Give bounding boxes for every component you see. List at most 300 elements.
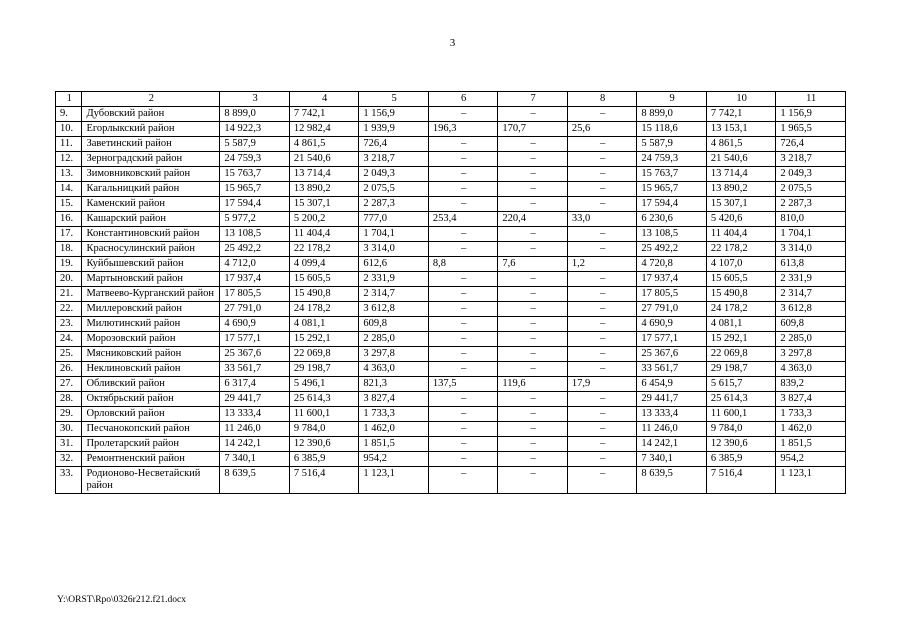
table-row [56, 152, 846, 167]
value-cell: 17,9 [567, 377, 637, 392]
value-cell: 12 982,4 [289, 122, 359, 137]
value-cell: 15 490,8 [706, 287, 776, 302]
value-cell: 13 153,1 [706, 122, 776, 137]
value-cell: 11 600,1 [706, 407, 776, 422]
value-cell: 4 861,5 [706, 137, 776, 152]
value-cell: 25 492,2 [637, 242, 707, 257]
value-cell: 1,2 [567, 257, 637, 272]
value-cell: 2 285,0 [776, 332, 846, 347]
table-row [56, 332, 846, 347]
table-row [56, 212, 846, 227]
value-cell: 4 690,9 [637, 317, 707, 332]
value-cell: 15 490,8 [289, 287, 359, 302]
value-cell: 1 156,9 [359, 107, 429, 122]
value-cell: 29 198,7 [289, 362, 359, 377]
value-cell: – [498, 437, 568, 452]
value-cell: 3 314,0 [359, 242, 429, 257]
value-cell: 810,0 [776, 212, 846, 227]
value-cell: 14 922,3 [220, 122, 290, 137]
district-name: Дубовский район [82, 107, 220, 122]
value-cell: – [567, 152, 637, 167]
value-cell: 6 454,9 [637, 377, 707, 392]
value-cell: 4 363,0 [359, 362, 429, 377]
header-cell: 4 [289, 92, 359, 107]
value-cell: 1 704,1 [776, 227, 846, 242]
value-cell: 1 851,5 [776, 437, 846, 452]
table-row [56, 122, 846, 137]
district-name: Морозовский район [82, 332, 220, 347]
value-cell: 5 977,2 [220, 212, 290, 227]
value-cell: 1 123,1 [359, 467, 429, 494]
value-cell: 5 587,9 [220, 137, 290, 152]
value-cell: – [567, 467, 637, 494]
value-cell: – [567, 407, 637, 422]
district-name: Песчанокопский район [82, 422, 220, 437]
value-cell: 4 363,0 [776, 362, 846, 377]
value-cell: – [428, 332, 498, 347]
row-number: 13. [56, 167, 82, 182]
value-cell: 954,2 [359, 452, 429, 467]
value-cell: 954,2 [776, 452, 846, 467]
row-number: 33. [56, 467, 82, 494]
table-row [56, 422, 846, 437]
value-cell: 17 805,5 [637, 287, 707, 302]
district-name: Егорлыкский район [82, 122, 220, 137]
value-cell: 24 759,3 [637, 152, 707, 167]
district-name: Ремонтненский район [82, 452, 220, 467]
district-name: Обливский район [82, 377, 220, 392]
value-cell: 1 704,1 [359, 227, 429, 242]
value-cell: 12 390,6 [706, 437, 776, 452]
value-cell: – [428, 317, 498, 332]
value-cell: 6 317,4 [220, 377, 290, 392]
value-cell: – [428, 452, 498, 467]
value-cell: – [498, 227, 568, 242]
district-name: Заветинский район [82, 137, 220, 152]
value-cell: 7,6 [498, 257, 568, 272]
value-cell: 17 594,4 [637, 197, 707, 212]
value-cell: – [498, 107, 568, 122]
value-cell: 4 712,0 [220, 257, 290, 272]
value-cell: 17 937,4 [637, 272, 707, 287]
header-cell: 8 [567, 92, 637, 107]
value-cell: – [567, 452, 637, 467]
value-cell: 1 462,0 [776, 422, 846, 437]
value-cell: 22 178,2 [289, 242, 359, 257]
value-cell: 4 690,9 [220, 317, 290, 332]
value-cell: – [498, 167, 568, 182]
value-cell: – [428, 107, 498, 122]
value-cell: 8 639,5 [637, 467, 707, 494]
value-cell: – [498, 302, 568, 317]
row-number: 20. [56, 272, 82, 287]
value-cell: 4 081,1 [706, 317, 776, 332]
header-cell: 2 [82, 92, 220, 107]
table-row [56, 302, 846, 317]
district-name: Милютинский район [82, 317, 220, 332]
value-cell: – [428, 152, 498, 167]
district-name: Миллеровский район [82, 302, 220, 317]
value-cell: 3 297,8 [776, 347, 846, 362]
value-cell: 13 714,4 [289, 167, 359, 182]
district-name: Октябрьский район [82, 392, 220, 407]
value-cell: 14 242,1 [220, 437, 290, 452]
value-cell: 2 287,3 [776, 197, 846, 212]
value-cell: 13 890,2 [289, 182, 359, 197]
value-cell: 15 292,1 [289, 332, 359, 347]
value-cell: – [428, 392, 498, 407]
value-cell: – [567, 227, 637, 242]
value-cell: 3 218,7 [359, 152, 429, 167]
value-cell: 11 600,1 [289, 407, 359, 422]
table-row [56, 377, 846, 392]
district-name: Пролетарский район [82, 437, 220, 452]
row-number: 21. [56, 287, 82, 302]
value-cell: – [428, 287, 498, 302]
value-cell: – [498, 407, 568, 422]
district-name: Кагальницкий район [82, 182, 220, 197]
row-number: 31. [56, 437, 82, 452]
value-cell: – [428, 137, 498, 152]
table-row [56, 437, 846, 452]
value-cell: – [498, 467, 568, 494]
district-name: Орловский район [82, 407, 220, 422]
value-cell: – [567, 347, 637, 362]
value-cell: 29 441,7 [637, 392, 707, 407]
table-row [56, 407, 846, 422]
value-cell: 15 965,7 [637, 182, 707, 197]
table-row [56, 317, 846, 332]
value-cell: – [498, 242, 568, 257]
value-cell: 8,8 [428, 257, 498, 272]
value-cell: 21 540,6 [706, 152, 776, 167]
value-cell: 15 965,7 [220, 182, 290, 197]
value-cell: – [428, 467, 498, 494]
value-cell: – [498, 137, 568, 152]
value-cell: 6 385,9 [289, 452, 359, 467]
value-cell: 4 861,5 [289, 137, 359, 152]
value-cell: 253,4 [428, 212, 498, 227]
value-cell: 119,6 [498, 377, 568, 392]
value-cell: 13 333,4 [637, 407, 707, 422]
value-cell: 25 367,6 [637, 347, 707, 362]
value-cell: 5 615,7 [706, 377, 776, 392]
value-cell: 2 075,5 [359, 182, 429, 197]
value-cell: – [567, 317, 637, 332]
value-cell: – [567, 107, 637, 122]
header-cell: 6 [428, 92, 498, 107]
value-cell: 17 594,4 [220, 197, 290, 212]
value-cell: 2 314,7 [776, 287, 846, 302]
value-cell: – [567, 137, 637, 152]
value-cell: 6 230,6 [637, 212, 707, 227]
value-cell: – [428, 437, 498, 452]
value-cell: 2 331,9 [359, 272, 429, 287]
value-cell: – [428, 272, 498, 287]
value-cell: 33 561,7 [220, 362, 290, 377]
value-cell: 33 561,7 [637, 362, 707, 377]
value-cell: 33,0 [567, 212, 637, 227]
value-cell: 8 899,0 [637, 107, 707, 122]
value-cell: 5 200,2 [289, 212, 359, 227]
value-cell: 13 714,4 [706, 167, 776, 182]
value-cell: 3 827,4 [776, 392, 846, 407]
value-cell: – [498, 332, 568, 347]
value-cell: 25 614,3 [289, 392, 359, 407]
value-cell: 609,8 [359, 317, 429, 332]
value-cell: 777,0 [359, 212, 429, 227]
value-cell: 17 937,4 [220, 272, 290, 287]
row-number: 29. [56, 407, 82, 422]
value-cell: 4 081,1 [289, 317, 359, 332]
header-cell: 5 [359, 92, 429, 107]
header-cell: 9 [637, 92, 707, 107]
value-cell: 5 587,9 [637, 137, 707, 152]
district-name: Кашарский район [82, 212, 220, 227]
value-cell: – [498, 182, 568, 197]
value-cell: – [567, 287, 637, 302]
value-cell: 726,4 [359, 137, 429, 152]
value-cell: 170,7 [498, 122, 568, 137]
district-name: Мясниковский район [82, 347, 220, 362]
header-row [56, 92, 846, 107]
row-number: 10. [56, 122, 82, 137]
value-cell: – [428, 182, 498, 197]
value-cell: 821,3 [359, 377, 429, 392]
district-name: Мартыновский район [82, 272, 220, 287]
value-cell: 2 314,7 [359, 287, 429, 302]
value-cell: – [498, 422, 568, 437]
table-row [56, 242, 846, 257]
value-cell: 22 178,2 [706, 242, 776, 257]
row-number: 26. [56, 362, 82, 377]
value-cell: 15 605,5 [289, 272, 359, 287]
value-cell: – [567, 242, 637, 257]
value-cell: 1 965,5 [776, 122, 846, 137]
value-cell: 15 307,1 [289, 197, 359, 212]
value-cell: – [498, 287, 568, 302]
value-cell: 726,4 [776, 137, 846, 152]
value-cell: – [567, 197, 637, 212]
value-cell: 2 287,3 [359, 197, 429, 212]
value-cell: 15 292,1 [706, 332, 776, 347]
table-row [56, 167, 846, 182]
table-row [56, 137, 846, 152]
value-cell: 137,5 [428, 377, 498, 392]
value-cell: 11 246,0 [637, 422, 707, 437]
district-name: Зимовниковский район [82, 167, 220, 182]
row-number: 30. [56, 422, 82, 437]
value-cell: 9 784,0 [706, 422, 776, 437]
value-cell: 7 516,4 [289, 467, 359, 494]
value-cell: – [498, 197, 568, 212]
value-cell: 15 118,6 [637, 122, 707, 137]
value-cell: – [428, 407, 498, 422]
value-cell: 8 899,0 [220, 107, 290, 122]
value-cell: 15 307,1 [706, 197, 776, 212]
district-name: Куйбышевский район [82, 257, 220, 272]
value-cell: 9 784,0 [289, 422, 359, 437]
row-number: 28. [56, 392, 82, 407]
value-cell: – [428, 422, 498, 437]
value-cell: 1 851,5 [359, 437, 429, 452]
value-cell: – [498, 317, 568, 332]
value-cell: – [428, 302, 498, 317]
value-cell: 11 246,0 [220, 422, 290, 437]
district-name: Матвеево-Курганский район [82, 287, 220, 302]
value-cell: 21 540,6 [289, 152, 359, 167]
value-cell: 7 340,1 [220, 452, 290, 467]
table-row [56, 452, 846, 467]
row-number: 16. [56, 212, 82, 227]
value-cell: – [428, 347, 498, 362]
value-cell: 13 890,2 [706, 182, 776, 197]
value-cell: 3 314,0 [776, 242, 846, 257]
value-cell: 15 763,7 [220, 167, 290, 182]
file-path-footer: Y:\ORST\Rpo\0326r212.f21.docx [57, 595, 186, 605]
district-name: Каменский район [82, 197, 220, 212]
value-cell: – [428, 167, 498, 182]
value-cell: – [567, 362, 637, 377]
value-cell: 7 742,1 [706, 107, 776, 122]
value-cell: 27 791,0 [220, 302, 290, 317]
value-cell: 24 178,2 [289, 302, 359, 317]
table-row [56, 257, 846, 272]
row-number: 19. [56, 257, 82, 272]
value-cell: 7 516,4 [706, 467, 776, 494]
value-cell: 25,6 [567, 122, 637, 137]
value-cell: 3 612,8 [776, 302, 846, 317]
value-cell: – [567, 182, 637, 197]
table-row [56, 392, 846, 407]
page-number: 3 [449, 37, 456, 49]
value-cell: 5 496,1 [289, 377, 359, 392]
value-cell: – [428, 242, 498, 257]
row-number: 12. [56, 152, 82, 167]
table-row [56, 347, 846, 362]
value-cell: 29 198,7 [706, 362, 776, 377]
value-cell: – [567, 422, 637, 437]
value-cell: 839,2 [776, 377, 846, 392]
value-cell: – [567, 332, 637, 347]
row-number: 22. [56, 302, 82, 317]
value-cell: 12 390,6 [289, 437, 359, 452]
value-cell: 609,8 [776, 317, 846, 332]
value-cell: 3 297,8 [359, 347, 429, 362]
district-name: Константиновский район [82, 227, 220, 242]
value-cell: 27 791,0 [637, 302, 707, 317]
value-cell: 17 577,1 [220, 332, 290, 347]
value-cell: 4 099,4 [289, 257, 359, 272]
value-cell: – [428, 197, 498, 212]
value-cell: 2 285,0 [359, 332, 429, 347]
row-number: 11. [56, 137, 82, 152]
data-table [55, 91, 846, 494]
table-row [56, 182, 846, 197]
value-cell: 8 639,5 [220, 467, 290, 494]
row-number: 9. [56, 107, 82, 122]
value-cell: – [498, 452, 568, 467]
value-cell: 4 720,8 [637, 257, 707, 272]
value-cell: 22 069,8 [706, 347, 776, 362]
district-name: Родионово-Несветайский район [82, 467, 220, 494]
value-cell: 14 242,1 [637, 437, 707, 452]
value-cell: 1 123,1 [776, 467, 846, 494]
table-row [56, 272, 846, 287]
value-cell: 15 605,5 [706, 272, 776, 287]
value-cell: 3 612,8 [359, 302, 429, 317]
value-cell: 2 049,3 [776, 167, 846, 182]
value-cell: – [567, 392, 637, 407]
value-cell: 2 049,3 [359, 167, 429, 182]
row-number: 32. [56, 452, 82, 467]
value-cell: 13 108,5 [637, 227, 707, 242]
value-cell: – [498, 362, 568, 377]
value-cell: – [567, 437, 637, 452]
value-cell: 24 759,3 [220, 152, 290, 167]
value-cell: 3 827,4 [359, 392, 429, 407]
value-cell: 1 462,0 [359, 422, 429, 437]
district-name: Неклиновский район [82, 362, 220, 377]
value-cell: – [567, 167, 637, 182]
district-name: Красносулинский район [82, 242, 220, 257]
value-cell: 25 367,6 [220, 347, 290, 362]
value-cell: – [567, 302, 637, 317]
value-cell: 1 939,9 [359, 122, 429, 137]
table-row [56, 467, 846, 494]
value-cell: 11 404,4 [706, 227, 776, 242]
value-cell: – [567, 272, 637, 287]
header-cell: 1 [56, 92, 82, 107]
value-cell: 25 614,3 [706, 392, 776, 407]
value-cell: – [428, 362, 498, 377]
value-cell: 2 075,5 [776, 182, 846, 197]
row-number: 14. [56, 182, 82, 197]
value-cell: 22 069,8 [289, 347, 359, 362]
table-row [56, 362, 846, 377]
header-cell: 11 [776, 92, 846, 107]
table-row [56, 227, 846, 242]
value-cell: 17 805,5 [220, 287, 290, 302]
row-number: 23. [56, 317, 82, 332]
value-cell: 196,3 [428, 122, 498, 137]
row-number: 15. [56, 197, 82, 212]
row-number: 25. [56, 347, 82, 362]
row-number: 17. [56, 227, 82, 242]
value-cell: 11 404,4 [289, 227, 359, 242]
value-cell: 7 742,1 [289, 107, 359, 122]
table-row [56, 197, 846, 212]
value-cell: 24 178,2 [706, 302, 776, 317]
value-cell: – [498, 152, 568, 167]
table-row [56, 107, 846, 122]
value-cell: 6 385,9 [706, 452, 776, 467]
header-cell: 10 [706, 92, 776, 107]
district-name: Зерноградский район [82, 152, 220, 167]
value-cell: 1 733,3 [776, 407, 846, 422]
table-row [56, 287, 846, 302]
value-cell: 17 577,1 [637, 332, 707, 347]
value-cell: 220,4 [498, 212, 568, 227]
value-cell: 4 107,0 [706, 257, 776, 272]
row-number: 24. [56, 332, 82, 347]
value-cell: 13 333,4 [220, 407, 290, 422]
value-cell: 7 340,1 [637, 452, 707, 467]
row-number: 27. [56, 377, 82, 392]
value-cell: 3 218,7 [776, 152, 846, 167]
value-cell: 1 733,3 [359, 407, 429, 422]
value-cell: 13 108,5 [220, 227, 290, 242]
